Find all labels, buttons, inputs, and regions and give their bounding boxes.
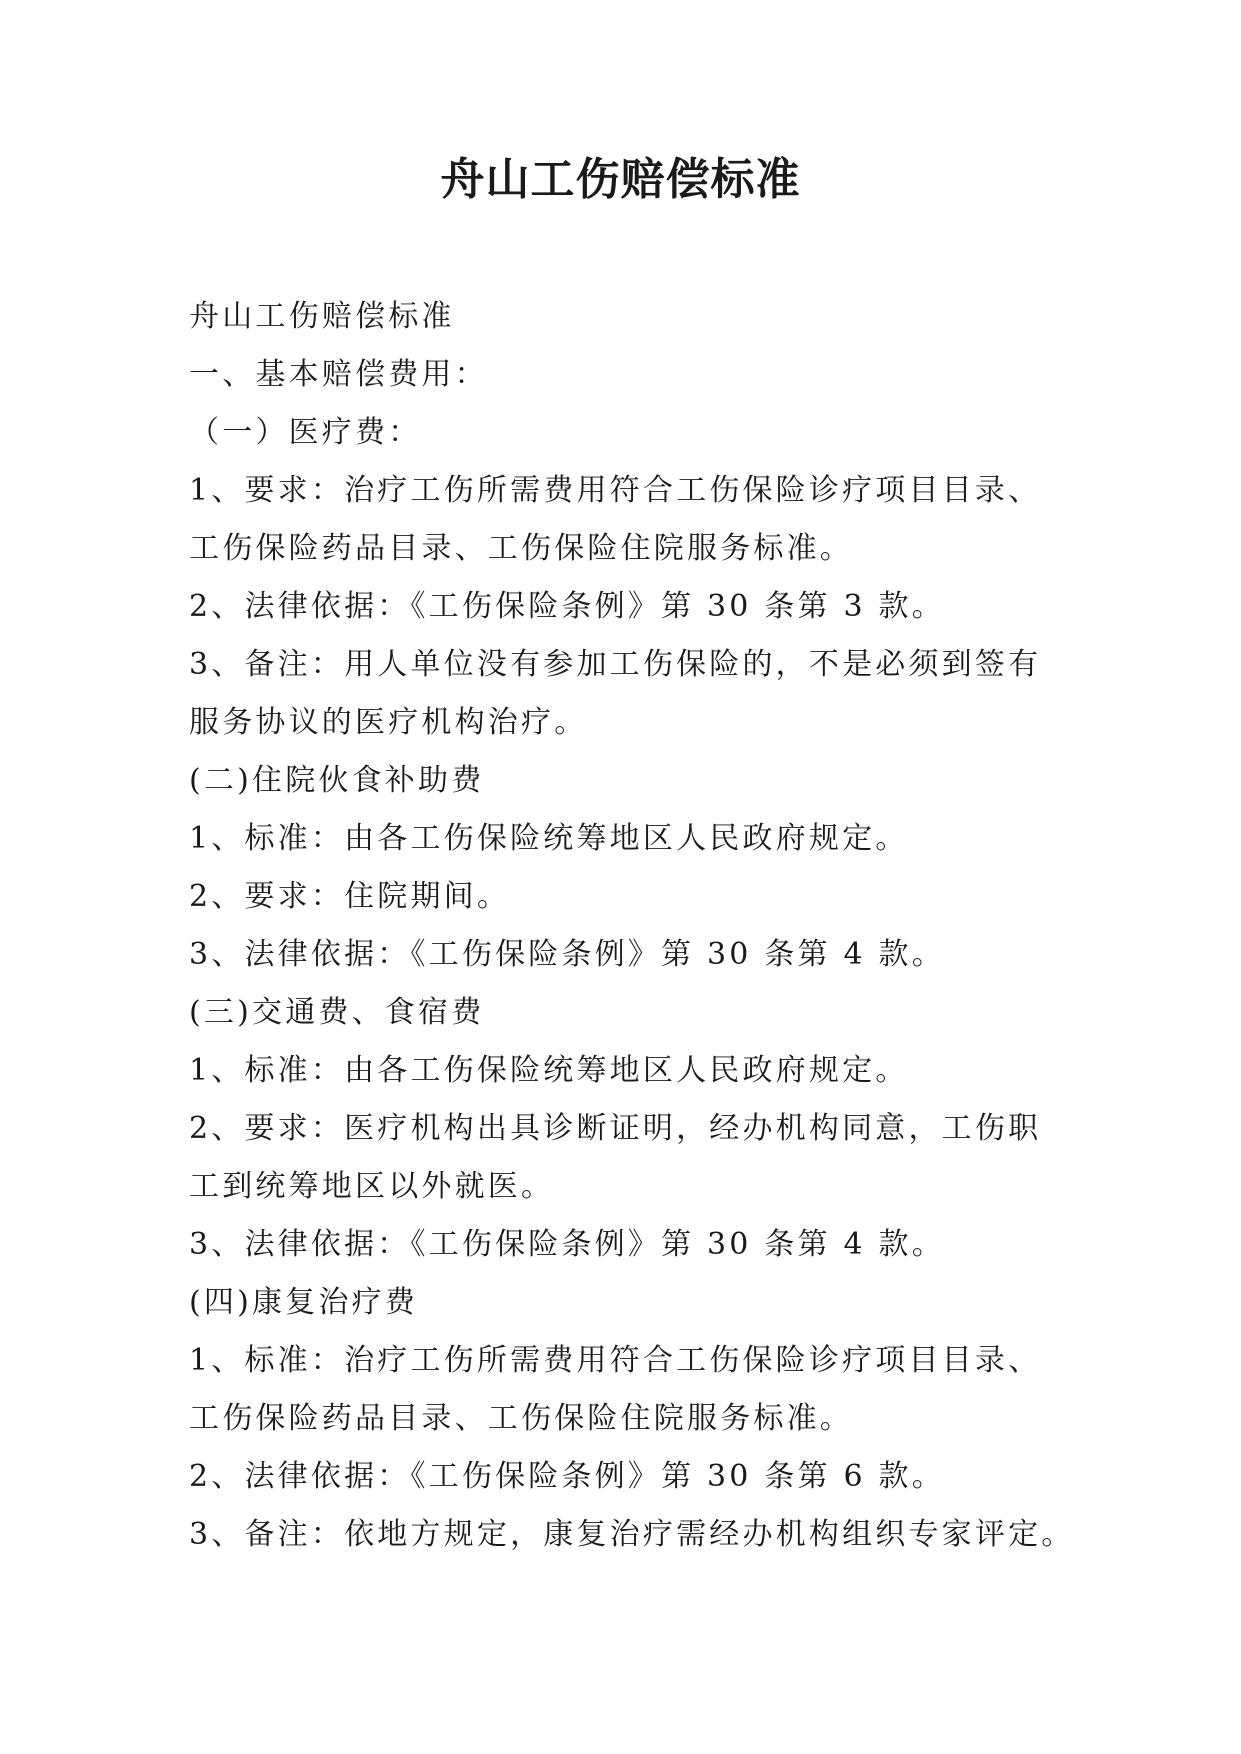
- text-line: 服务协议的医疗机构治疗。: [189, 705, 588, 740]
- text-line: 3、法律依据：《工伤保险条例》第 30 条第 4 款。: [189, 1227, 945, 1262]
- document-body: [189, 288, 1089, 1564]
- text-line: 3、备注：依地方规定，康复治疗需经办机构组织专家评定。: [189, 1517, 1075, 1552]
- text-line: 2、要求：住院期间。: [189, 879, 511, 914]
- document-title: 舟山工伤赔偿标准: [440, 154, 801, 205]
- text-line: 1、标准：由各工伤保险统筹地区人民政府规定。: [189, 821, 909, 856]
- text-line: 3、备注：用人单位没有参加工伤保险的，不是必须到签有: [189, 647, 1042, 682]
- text-line: 2、法律依据：《工伤保险条例》第 30 条第 6 款。: [189, 1459, 945, 1494]
- text-line: 工到统筹地区以外就医。: [189, 1169, 555, 1204]
- text-line: 工伤保险药品目录、工伤保险住院服务标准。: [189, 1401, 853, 1436]
- section-heading: 一、基本赔偿费用：: [189, 357, 488, 392]
- text-line: 1、标准：由各工伤保险统筹地区人民政府规定。: [189, 1053, 909, 1088]
- subsection-heading: （一）医疗费：: [189, 415, 422, 450]
- subsection-heading: (二)住院伙食补助费: [189, 763, 485, 798]
- text-line: 1、要求：治疗工伤所需费用符合工伤保险诊疗项目目录、: [189, 473, 1042, 508]
- subsection-heading: (三)交通费、食宿费: [189, 995, 485, 1030]
- text-line: 3、法律依据：《工伤保险条例》第 30 条第 4 款。: [189, 937, 945, 972]
- text-line: 工伤保险药品目录、工伤保险住院服务标准。: [189, 531, 853, 566]
- text-line: 2、法律依据：《工伤保险条例》第 30 条第 3 款。: [189, 589, 945, 624]
- text-line: 2、要求：医疗机构出具诊断证明，经办机构同意，工伤职: [189, 1111, 1042, 1146]
- text-line: 舟山工伤赔偿标准: [189, 299, 455, 334]
- subsection-heading: (四)康复治疗费: [189, 1285, 419, 1320]
- text-line: 1、标准：治疗工伤所需费用符合工伤保险诊疗项目目录、: [189, 1343, 1042, 1378]
